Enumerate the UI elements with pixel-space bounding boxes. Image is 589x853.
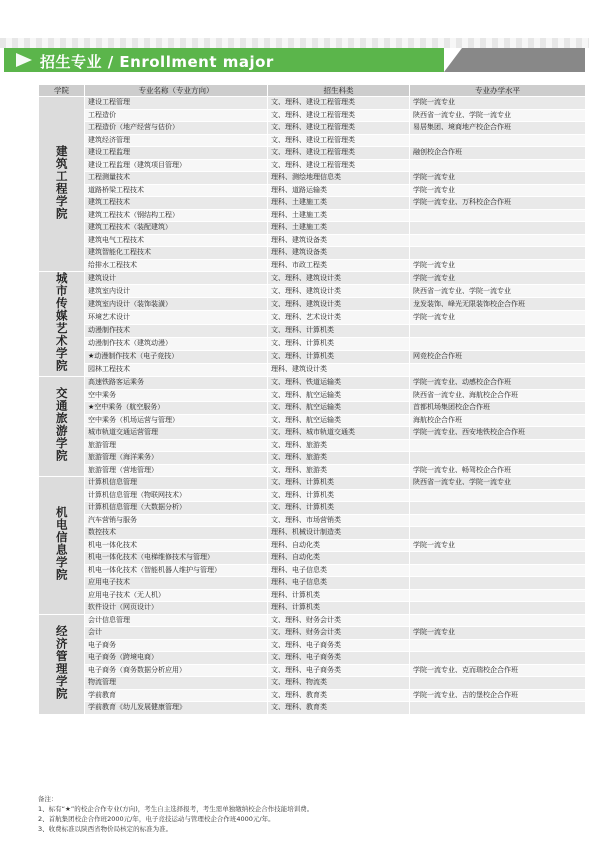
category-cell: 理科、电子信息类	[268, 564, 410, 577]
level-cell	[410, 639, 586, 652]
college-cell	[39, 477, 85, 615]
decorative-stripe	[0, 38, 589, 48]
category-cell: 文、理科、教育类	[268, 702, 410, 715]
level-cell: 陕西省一流专业、学院一流专业	[410, 285, 586, 298]
major-name-cell: 计算机信息管理（大数据分析）	[85, 502, 268, 515]
table-row	[39, 664, 586, 677]
level-cell	[410, 702, 586, 715]
table-row	[39, 564, 586, 577]
section-banner	[4, 48, 585, 72]
table-row	[39, 477, 586, 490]
category-cell: 文、理科、物流类	[268, 677, 410, 690]
category-cell: 理科、道路运输类	[268, 184, 410, 197]
major-name-cell: 电子商务（商务数据分析应用）	[85, 664, 268, 677]
level-cell	[410, 159, 586, 172]
table-row	[39, 614, 586, 627]
category-cell: 文、理科、电子商务类	[268, 639, 410, 652]
level-cell	[410, 552, 586, 565]
table-row	[39, 285, 586, 298]
major-name-cell: 电子商务（跨境电商）	[85, 652, 268, 665]
level-cell: 网竞校企合作班	[410, 350, 586, 363]
table-row	[39, 627, 586, 640]
note-item: 2、首航集团校企合作班2000元/年，电子竞技运动与管理校企合作班4000元/年。	[38, 815, 275, 823]
category-cell: 文、理科、城市轨道交通类	[268, 427, 410, 440]
category-cell: 文、理科、市场营销类	[268, 514, 410, 527]
table-row	[39, 350, 586, 363]
major-name-cell: ★动漫制作技术（电子竞技）	[85, 350, 268, 363]
category-cell: 文、理科、建设工程管理类	[268, 147, 410, 160]
level-cell: 陕西省一流专业、海航校企合作班	[410, 389, 586, 402]
table-row	[39, 97, 586, 110]
level-cell: 学院一流专业	[410, 272, 586, 285]
table-row	[39, 197, 586, 210]
major-name-cell: 应用电子技术（无人机）	[85, 589, 268, 602]
table-row	[39, 172, 586, 185]
category-cell: 文、理科、建筑设计类	[268, 285, 410, 298]
table-row	[39, 272, 586, 285]
major-name-cell: 建筑工程技术（钢结构工程）	[85, 209, 268, 222]
table-row	[39, 439, 586, 452]
major-name-cell: 工程造价（地产经营与估价）	[85, 122, 268, 135]
major-name-cell: 工程造价	[85, 109, 268, 122]
table-row	[39, 464, 586, 477]
major-name-cell: 数控技术	[85, 527, 268, 540]
major-name-cell: 计算机信息管理	[85, 477, 268, 490]
table-row	[39, 134, 586, 147]
major-name-cell: 学前教育《幼儿发展健康管理》	[85, 702, 268, 715]
major-name-cell: 计算机信息管理（物联网技术）	[85, 489, 268, 502]
table-row	[39, 602, 586, 615]
level-cell: 学院一流专业	[410, 97, 586, 110]
table-row	[39, 639, 586, 652]
category-cell: 文、理科、建设工程管理类	[268, 122, 410, 135]
category-cell: 理科、建筑设备类	[268, 247, 410, 260]
category-cell: 文、理科、建设工程管理类	[268, 159, 410, 172]
level-cell: 学院一流专业	[410, 184, 586, 197]
header-category: 招生科类	[268, 85, 410, 97]
college-name: 机电信息学院	[54, 505, 69, 581]
category-cell: 文、理科、艺术设计类	[268, 311, 410, 324]
table-row	[39, 389, 586, 402]
level-cell	[410, 363, 586, 376]
table-row	[39, 589, 586, 602]
college-name: 经济管理学院	[54, 624, 69, 700]
level-cell	[410, 564, 586, 577]
category-cell: 文、理科、电子商务类	[268, 652, 410, 665]
major-name-cell: 建筑室内设计	[85, 285, 268, 298]
table-row	[39, 689, 586, 702]
category-cell: 理科、自动化类	[268, 539, 410, 552]
category-cell: 文、理科、旅游类	[268, 464, 410, 477]
table-row	[39, 324, 586, 337]
category-cell: 文、理科、教育类	[268, 689, 410, 702]
major-name-cell: 高速铁路客运乘务	[85, 377, 268, 390]
level-cell	[410, 677, 586, 690]
major-name-cell: 旅游管理	[85, 439, 268, 452]
major-name-cell: 建筑电气工程技术	[85, 234, 268, 247]
level-cell	[410, 614, 586, 627]
table-header-row	[39, 85, 586, 97]
category-cell: 理科、计算机类	[268, 602, 410, 615]
table-row	[39, 539, 586, 552]
level-cell: 学院一流专业、畅驾校企合作班	[410, 464, 586, 477]
level-cell: 学院一流专业	[410, 627, 586, 640]
category-cell: 文、理科、电子商务类	[268, 664, 410, 677]
category-cell: 理科、土建施工类	[268, 197, 410, 210]
table-row	[39, 184, 586, 197]
category-cell: 理科、自动化类	[268, 552, 410, 565]
level-cell: 首都机场集团校企合作班	[410, 402, 586, 415]
category-cell: 理科、建筑设计类	[268, 363, 410, 376]
category-cell: 文、理科、旅游类	[268, 439, 410, 452]
level-cell: 陕西省一流专业、学院一流专业	[410, 109, 586, 122]
table-row	[39, 502, 586, 515]
page-title: 招生专业 / Enrollment major	[40, 53, 274, 71]
level-cell: 学院一流专业、动感校企合作班	[410, 377, 586, 390]
major-name-cell: 电子商务	[85, 639, 268, 652]
level-cell: 龙发装饰、峰光无限装饰校企合作班	[410, 298, 586, 311]
major-name-cell: 学前教育	[85, 689, 268, 702]
notes-section	[38, 794, 578, 834]
category-cell: 理科、土建施工类	[268, 209, 410, 222]
major-name-cell: 建筑智能化工程技术	[85, 247, 268, 260]
table-row	[39, 298, 586, 311]
table-row	[39, 311, 586, 324]
level-cell: 学院一流专业、克而瑞校企合作班	[410, 664, 586, 677]
level-cell	[410, 439, 586, 452]
category-cell: 文、理科、航空运输类	[268, 402, 410, 415]
category-cell: 文、理科、建设工程管理类	[268, 134, 410, 147]
category-cell: 理科、建筑设备类	[268, 234, 410, 247]
table-row	[39, 427, 586, 440]
level-cell	[410, 527, 586, 540]
major-name-cell: 建设工程监理（建筑项目管理）	[85, 159, 268, 172]
major-name-cell: 建设工程监理	[85, 147, 268, 160]
level-cell: 学院一流专业	[410, 539, 586, 552]
major-name-cell: 建筑工程技术（装配建筑）	[85, 222, 268, 235]
table-row	[39, 489, 586, 502]
major-name-cell: 建筑经济管理	[85, 134, 268, 147]
table-row	[39, 552, 586, 565]
level-cell	[410, 489, 586, 502]
level-cell	[410, 652, 586, 665]
major-name-cell: 建筑设计	[85, 272, 268, 285]
major-name-cell: 环境艺术设计	[85, 311, 268, 324]
major-name-cell: 旅游管理（营地管理）	[85, 464, 268, 477]
college-name: 建筑工程学院	[54, 144, 69, 220]
major-name-cell: 空中乘务	[85, 389, 268, 402]
category-cell: 文、理科、建设工程管理类	[268, 109, 410, 122]
category-cell: 文、理科、计算机类	[268, 489, 410, 502]
major-name-cell: 动漫制作技术（建筑动漫）	[85, 337, 268, 350]
category-cell: 文、理科、计算机类	[268, 350, 410, 363]
major-name-cell: 机电一体化技术（电梯维修技术与管理）	[85, 552, 268, 565]
major-name-cell: 工程测量技术	[85, 172, 268, 185]
level-cell	[410, 602, 586, 615]
category-cell: 理科、电子信息类	[268, 577, 410, 590]
major-name-cell: 空中乘务（机场运营与管理）	[85, 414, 268, 427]
level-cell: 融创校企合作班	[410, 147, 586, 160]
category-cell: 理科、土建施工类	[268, 222, 410, 235]
college-cell	[39, 272, 85, 377]
banner-grey-bar	[444, 48, 585, 72]
category-cell: 文、理科、铁道运输类	[268, 377, 410, 390]
level-cell: 学院一流专业	[410, 172, 586, 185]
table-row	[39, 452, 586, 465]
category-cell: 文、理科、旅游类	[268, 452, 410, 465]
level-cell	[410, 514, 586, 527]
category-cell: 文、理科、计算机类	[268, 502, 410, 515]
major-name-cell: 汽车营销与服务	[85, 514, 268, 527]
category-cell: 文、理科、财务会计类	[268, 614, 410, 627]
level-cell: 易居集团、境商地产校企合作班	[410, 122, 586, 135]
note-item: 1、标有“★”的校企合作专业(方向)，考生自主选择报考，考生需单独缴纳校企合作技能培训费。	[38, 805, 314, 813]
major-name-cell: 建筑室内设计（装饰装潢）	[85, 298, 268, 311]
header-major: 专业名称（专业方向）	[85, 85, 268, 97]
table-row	[39, 259, 586, 272]
level-cell: 学院一流专业、西安地铁校企合作班	[410, 427, 586, 440]
level-cell	[410, 234, 586, 247]
table-row	[39, 222, 586, 235]
major-name-cell: 动漫制作技术	[85, 324, 268, 337]
level-cell: 海航校企合作班	[410, 414, 586, 427]
note-item: 3、收费标准以陕西省物价局核定的标准为准。	[38, 825, 173, 833]
category-cell: 文、理科、航空运输类	[268, 389, 410, 402]
level-cell	[410, 222, 586, 235]
college-cell	[39, 614, 85, 714]
level-cell: 学院一流专业	[410, 311, 586, 324]
category-cell: 文、理科、计算机类	[268, 477, 410, 490]
table-row	[39, 363, 586, 376]
table-row	[39, 377, 586, 390]
college-name: 城市传媒艺术学院	[54, 272, 69, 372]
table-row	[39, 337, 586, 350]
major-name-cell: 会计信息管理	[85, 614, 268, 627]
level-cell	[410, 324, 586, 337]
major-name-cell: 应用电子技术	[85, 577, 268, 590]
major-name-cell: 城市轨道交通运营管理	[85, 427, 268, 440]
table-row	[39, 109, 586, 122]
enrollment-table	[38, 84, 586, 715]
notes-heading: 备注：	[38, 795, 58, 803]
category-cell: 文、理科、计算机类	[268, 324, 410, 337]
table-row	[39, 677, 586, 690]
level-cell	[410, 134, 586, 147]
level-cell	[410, 589, 586, 602]
level-cell	[410, 209, 586, 222]
level-cell: 学院一流专业、万科校企合作班	[410, 197, 586, 210]
table-row	[39, 159, 586, 172]
table-row	[39, 414, 586, 427]
level-cell	[410, 502, 586, 515]
level-cell: 学院一流专业、吉的堡校企合作班	[410, 689, 586, 702]
header-level: 专业办学水平	[410, 85, 586, 97]
table-row	[39, 247, 586, 260]
level-cell	[410, 452, 586, 465]
level-cell	[410, 247, 586, 260]
level-cell: 陕西省一流专业、学院一流专业	[410, 477, 586, 490]
category-cell: 文、理科、建筑设计类	[268, 298, 410, 311]
category-cell: 理科、机械设计制造类	[268, 527, 410, 540]
category-cell: 理科、计算机类	[268, 589, 410, 602]
level-cell	[410, 337, 586, 350]
major-name-cell: 道路桥梁工程技术	[85, 184, 268, 197]
major-name-cell: 建设工程管理	[85, 97, 268, 110]
major-name-cell: 机电一体化技术	[85, 539, 268, 552]
major-name-cell: 建筑工程技术	[85, 197, 268, 210]
table-row	[39, 577, 586, 590]
college-name: 交通旅游学院	[54, 387, 69, 462]
major-name-cell: 物流管理	[85, 677, 268, 690]
category-cell: 文、理科、建设工程管理类	[268, 97, 410, 110]
major-name-cell: 会计	[85, 627, 268, 640]
category-cell: 理科、市政工程类	[268, 259, 410, 272]
college-cell	[39, 377, 85, 477]
table-row	[39, 234, 586, 247]
table-row	[39, 209, 586, 222]
table-row	[39, 527, 586, 540]
table-row	[39, 652, 586, 665]
category-cell: 理科、测绘地理信息类	[268, 172, 410, 185]
category-cell: 文、理科、财务会计类	[268, 627, 410, 640]
major-name-cell: 给排水工程技术	[85, 259, 268, 272]
table-row	[39, 402, 586, 415]
table-row	[39, 702, 586, 715]
level-cell	[410, 577, 586, 590]
college-cell	[39, 97, 85, 272]
category-cell: 文、理科、建筑设计类	[268, 272, 410, 285]
table-row	[39, 514, 586, 527]
major-name-cell: 软件设计（网页设计）	[85, 602, 268, 615]
category-cell: 文、理科、计算机类	[268, 337, 410, 350]
major-name-cell: ★空中乘务（航空服务）	[85, 402, 268, 415]
category-cell: 文、理科、航空运输类	[268, 414, 410, 427]
level-cell: 学院一流专业	[410, 259, 586, 272]
table-row	[39, 122, 586, 135]
table-body	[39, 97, 586, 715]
table-row	[39, 147, 586, 160]
major-name-cell: 旅游管理（海洋乘务）	[85, 452, 268, 465]
major-name-cell: 机电一体化技术（智能机器人维护与管理）	[85, 564, 268, 577]
major-name-cell: 园林工程技术	[85, 363, 268, 376]
header-college: 学院	[39, 85, 85, 97]
